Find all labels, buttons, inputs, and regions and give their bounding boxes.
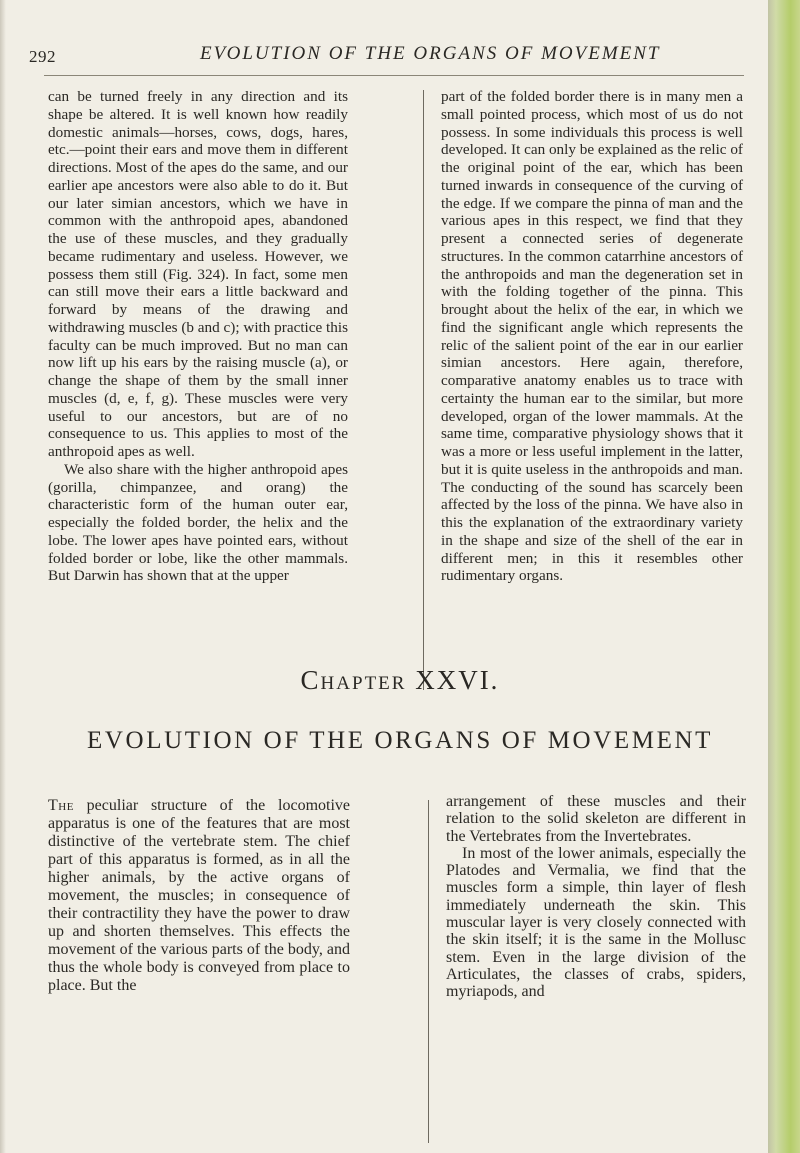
paragraph: peculiar structure of the locomotive apparatus is one of the features that are most distinctive of the vertebrate stem. The chief part of this apparatus is formed, as in all the higher animals, by the active organs of movement, the muscles; in consequence of their contractility they have the power to draw up and shorten themselves. This effects the movement of the various parts of the body, and thus the whole body is conveyed from place to place. But the <box>48 797 350 994</box>
page-gutter-shadow <box>0 0 6 1153</box>
running-title: EVOLUTION OF THE ORGANS OF MOVEMENT <box>200 43 661 64</box>
paragraph: arrangement of these muscles and their relation to the solid skeleton are different in the Vertebrates from the Invertebrates. <box>446 793 746 845</box>
paragraph: can be turned freely in any direction and its shape be altered. It is well known how readily domestic animals—horses, cows, dogs, hares, etc.—point their ears and move them in different directions. Most of the apes do the same, and our earlier ape ancestors were also able to do it. But our later simian ancestors, which we have in common with the anthropoid apes, abandoned the use of these muscles, and they gradually became rudimentary and useless. However, we possess them still (Fig. 324). In fact, some men can still move their ears a little backward and forward by means of the drawing and withdrawing muscles (b and c); with practice this faculty can be much improved. But no man can now lift up his ears by the raising muscle (a), or change the shape of them by the small inner muscles (d, e, f, g). These muscles were very useful to our ancestors, but are of no consequence to us. This applies to most of the anthropoid apes as well. <box>48 88 348 460</box>
paragraph: We also share with the higher anthropoid apes (gorilla, chimpanzee, and orang) the characteristic form of the human outer ear, especially the folded border, the helix and the lobe. The lower apes have pointed ears, without folded border or lobe, like the other mammals. But Darwin has shown that at the upper <box>48 460 348 585</box>
chapter-number: Chapter XXVI. <box>300 665 500 695</box>
bottom-left-column <box>48 797 350 995</box>
column-divider-bottom <box>428 800 429 1143</box>
paragraph: part of the folded border there is in many men a small pointed process, which most of us do not possess. In some individuals this process is well developed. It can only be explained as the relic of the original point of the ear, which has been turned inwards in consequence of the curving of the edge. If we compare the pinna of man and the various apes in this respect, we find that they present a connected series of degenerate structures. In the common catarrhine ancestors of the anthropoids and man the degeneration set in with the folding together of the pinna. This brought about the helix of the ear, in which we find the significant angle which represents the relic of the salient point of the ear in our earlier simian ancestors. Here again, therefore, comparative anatomy enables us to trace with certainty the human ear to the similar, but more developed, organ of the lower mammals. At the same time, comparative physiology shows that it was a more or less useful implement in the latter, but it is quite useless in the anthropoids and man. The conducting of the sound has scarcely been affected by the loss of the pinna. We have also in this the explanation of the extraordinary variety in the shape and size of the shell of the ear in different men; in this it resembles other rudimentary organs. <box>441 88 743 585</box>
bottom-right-column <box>446 793 746 1001</box>
page-edge-strip <box>768 0 800 1153</box>
top-left-column <box>48 88 348 585</box>
chapter-title: EVOLUTION OF THE ORGANS OF MOVEMENT <box>87 727 713 754</box>
paragraph: In most of the lower animals, especially the Platodes and Vermalia, we find that the muscles form a simple, thin layer of flesh immediately underneath the skin. This muscular layer is very closely connected with the skin itself; it is the same in the Mollusc stem. Even in the large division of the Articulates, the classes of crabs, spiders, myriapods, and <box>446 844 746 1001</box>
page-number: 292 <box>29 47 56 66</box>
lead-word: The <box>48 797 74 814</box>
column-divider-top <box>423 90 424 690</box>
top-right-column <box>441 88 743 585</box>
header-rule <box>44 75 744 76</box>
